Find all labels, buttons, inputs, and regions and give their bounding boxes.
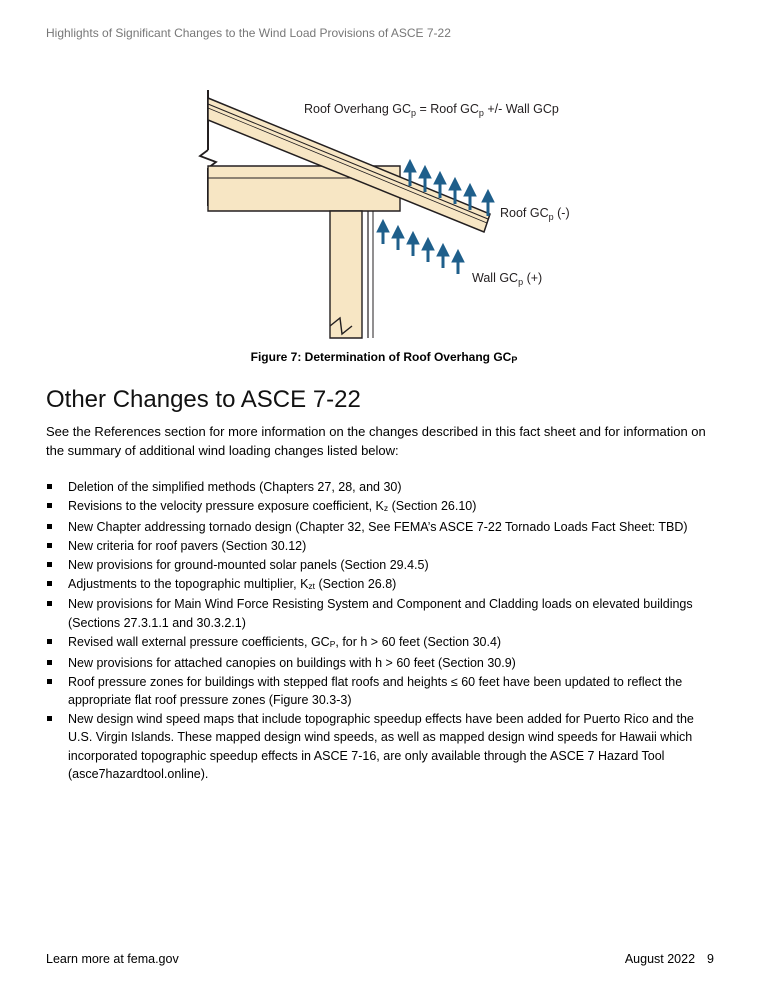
roof-overhang-figure — [190, 86, 590, 346]
running-header: Highlights of Significant Changes to the Wind Load Provisions of ASCE 7-22 — [46, 26, 451, 40]
section-title: Other Changes to ASCE 7-22 — [46, 386, 361, 413]
vertical-column — [330, 211, 362, 338]
bullet-icon — [47, 716, 52, 721]
overhang-label: Roof Overhang $GC_p$ = Roof $GC_p$ +/- Wall GCp — [304, 102, 559, 118]
list-item: Roof pressure zones for buildings with stepped flat roofs and heights ≤ 60 feet have been updated to reflect the appropriate flat roof pressure zones (Figure 30.3-3) — [46, 673, 718, 710]
wall-gcp-label: Wall $GC_p$ (+) — [472, 271, 543, 287]
wall-arrow — [392, 226, 404, 250]
bullet-icon — [47, 660, 52, 665]
list-item: New provisions for Main Wind Force Resisting System and Component and Cladding loads on elevated buildings (Sections 27.3.1.1 and 30.3.2.1) — [46, 595, 718, 632]
list-item: New provisions for attached canopies on buildings with h > 60 feet (Section 30.9) — [46, 654, 718, 672]
list-item: Revised wall external pressure coefficients, $GC_P$, for h > 60 feet (Section 30.4) — [46, 633, 718, 653]
list-item: Deletion of the simplified methods (Chapters 27, 28, and 30) — [46, 478, 718, 496]
bullet-icon — [47, 601, 52, 606]
bullet-icon — [47, 543, 52, 548]
wall-arrow — [452, 250, 464, 274]
list-item: New design wind speed maps that include topographic speedup effects have been added for Puerto Rico and the U.S. Virgin Islands. These mapped design wind speeds, as well as mapped design wind speeds for Hawaii which incorporated topographic speedup effects in ASCE 7-16, are only available through the ASCE 7 Hazard Tool (asce7hazardtool.online). — [46, 710, 718, 784]
figure-caption: Figure 7: Determination of Roof Overhang $GC_P$ — [250, 350, 518, 365]
wall-arrow — [422, 238, 434, 262]
bullet-icon — [47, 562, 52, 567]
bullet-icon — [47, 524, 52, 529]
list-item: Adjustments to the topographic multiplier, $K_{zt}$ (Section 26.8) — [46, 575, 718, 595]
bullet-icon — [47, 581, 52, 586]
list-item: New provisions for ground-mounted solar panels (Section 29.4.5) — [46, 556, 718, 574]
list-item: Revisions to the velocity pressure exposure coefficient, $K_z$ (Section 26.10) — [46, 497, 718, 517]
list-item: New criteria for roof pavers (Section 30.12) — [46, 537, 718, 555]
bullet-icon — [47, 503, 52, 508]
roof-gcp-label: Roof $GC_p$ (-) — [500, 206, 570, 222]
bullet-icon — [47, 484, 52, 489]
footer-link-text: Learn more at fema.gov — [46, 952, 179, 966]
footer-date-page — [625, 952, 714, 966]
list-item: New Chapter addressing tornado design (Chapter 32, See FEMA’s ASCE 7-22 Tornado Loads Fact Sheet: TBD) — [46, 518, 718, 536]
footer-date: August 2022 — [624, 952, 696, 966]
roof-overhang-diagram — [190, 86, 590, 346]
wall-arrow — [377, 220, 389, 244]
wall-arrow — [437, 244, 449, 268]
bullet-icon — [47, 679, 52, 684]
page-number: 9 — [707, 952, 714, 966]
changes-list — [46, 478, 718, 784]
section-intro: See the References section for more information on the changes described in this fact sheet and for information on the summary of additional wind loading changes listed below: — [46, 424, 706, 458]
wall-arrow — [407, 232, 419, 256]
bullet-icon — [47, 639, 52, 644]
wall-pressure-arrows — [377, 220, 464, 274]
